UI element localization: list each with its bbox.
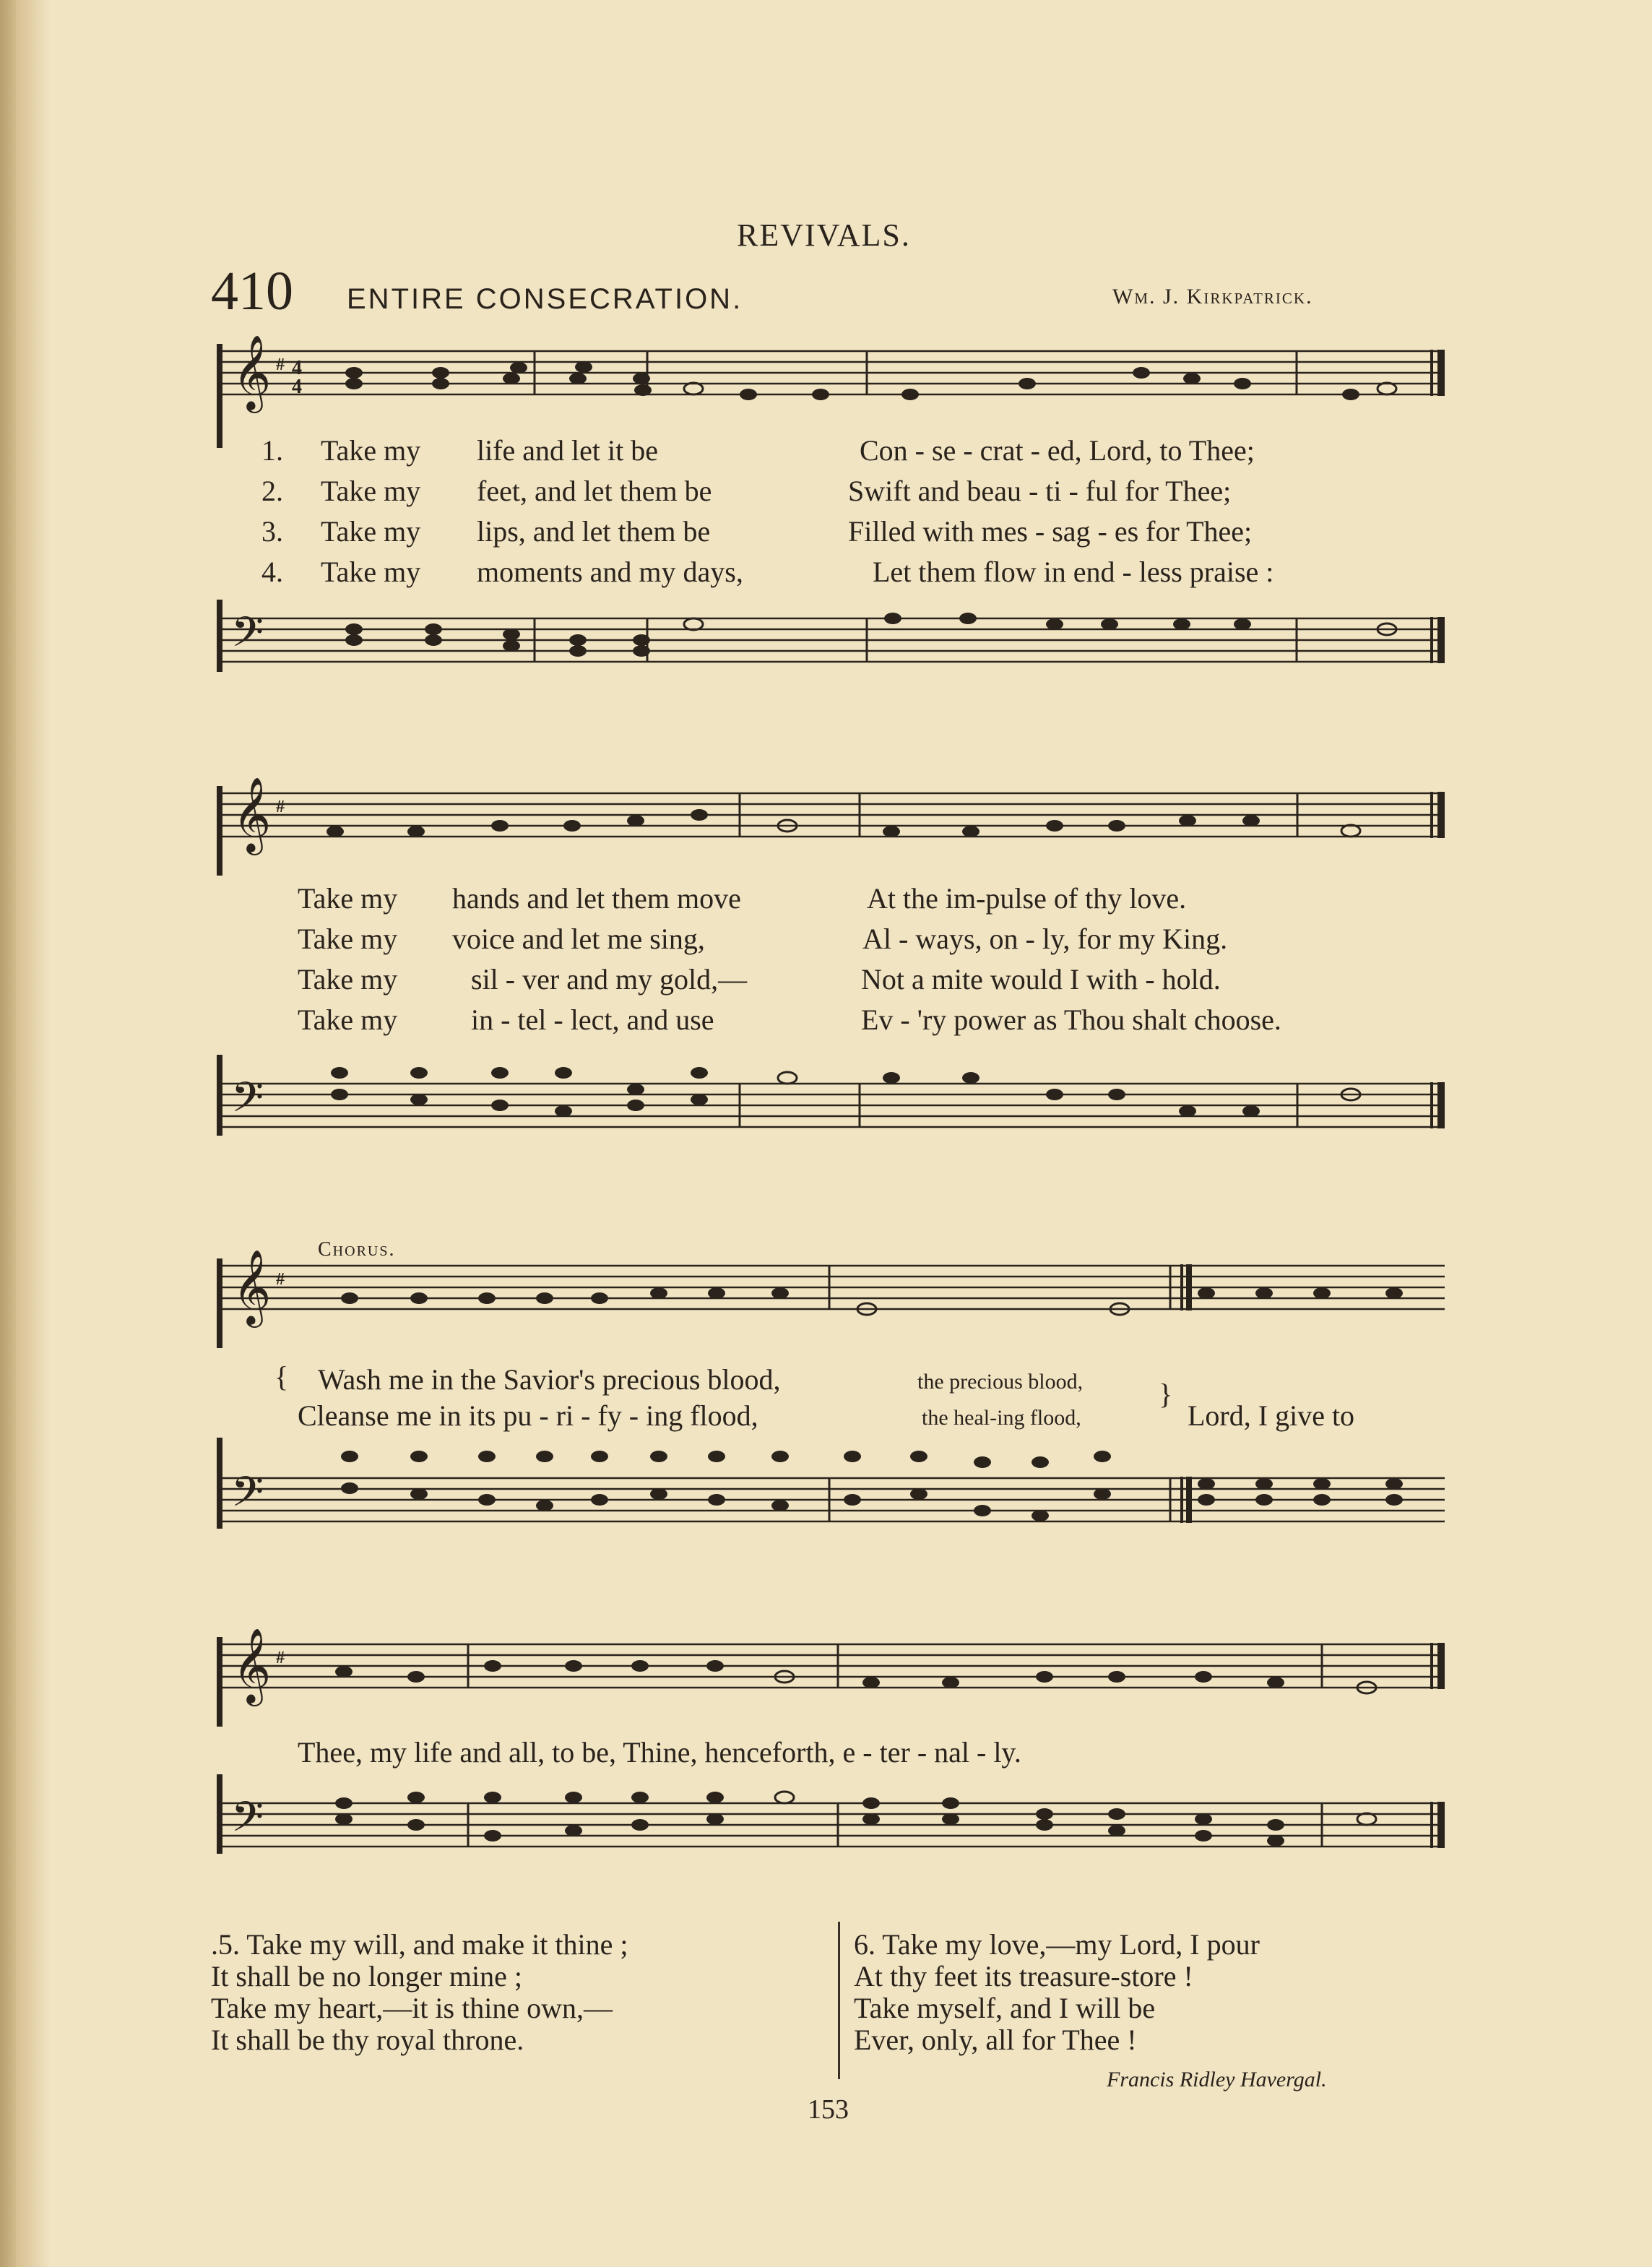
verse6-line: At thy feet its treasure-store !: [854, 1960, 1193, 1992]
lyricist-credit: Francis Ridley Havergal.: [1107, 2068, 1327, 2091]
verse3-lyric-b: lips, and let them be: [477, 515, 711, 548]
verse-divider: [838, 1922, 840, 2079]
v3-line2-c: Not a mite would I with - hold.: [861, 963, 1221, 996]
chorus-line1: Wash me in the Savior's precious blood,: [318, 1363, 781, 1396]
verse-6: [854, 1929, 1260, 2056]
v4-line2-c: Ev - 'ry power as Thou shalt choose.: [861, 1003, 1281, 1036]
hymn-title: ENTIRE CONSECRATION.: [347, 283, 743, 315]
svg-text:#: #: [276, 1270, 285, 1289]
chorus-line2-echo: the heal-ing flood,: [922, 1406, 1081, 1430]
verse4-lyric-c: Let them flow in end - less praise :: [873, 556, 1274, 588]
verse2-lyric-a: Take my: [321, 475, 421, 507]
treble-staff-3: [217, 1247, 1452, 1348]
verse2-number: 2.: [261, 475, 283, 507]
verse5-line: It shall be thy royal throne.: [211, 2024, 524, 2056]
svg-text:𝄢: 𝄢: [231, 610, 264, 666]
verse4-number: 4.: [261, 556, 283, 588]
book-spine-edge: [0, 0, 16, 2267]
svg-text:𝄞: 𝄞: [233, 1252, 272, 1324]
v3-line2-b: sil - ver and my gold,—: [471, 963, 748, 996]
chorus-label: Chorus.: [318, 1238, 396, 1261]
hymn-number: 410: [211, 261, 293, 321]
bass-staff-2: [217, 1055, 1452, 1170]
v2-line2-a: Take my: [298, 923, 398, 955]
chorus-line2: Cleanse me in its pu - ri - fy - ing flood,: [298, 1399, 758, 1432]
bass-staff-3: [217, 1438, 1452, 1546]
verse3-lyric-c: Filled with mes - sag - es for Thee;: [848, 515, 1253, 548]
verse2-lyric-b: feet, and let them be: [477, 475, 712, 507]
chorus-brace-right: }: [1159, 1378, 1173, 1410]
verse6-line: 6. Take my love,—my Lord, I pour: [854, 1928, 1260, 1961]
verse5-line: .5. Take my will, and make it thine ;: [211, 1928, 628, 1961]
verse-5: [211, 1929, 628, 2056]
verse2-lyric-c: Swift and beau - ti - ful for Thee;: [848, 475, 1232, 507]
section-title: REVIVALS.: [737, 217, 911, 253]
verse5-line: Take my heart,—it is thine own,—: [211, 1992, 613, 2024]
svg-text:#: #: [276, 355, 285, 374]
svg-text:#: #: [276, 798, 285, 816]
svg-text:𝄢: 𝄢: [231, 1470, 264, 1526]
v2-line2-b: voice and let me sing,: [452, 923, 705, 955]
treble-staff-2: [217, 774, 1452, 876]
verse3-lyric-a: Take my: [321, 515, 421, 548]
verse1-lyric-b: life and let it be: [477, 434, 659, 467]
v1-line2-a: Take my: [298, 882, 398, 915]
chorus-line3: Lord, I give to: [1188, 1399, 1355, 1432]
v1-line2-b: hands and let them move: [452, 882, 741, 915]
verse4-lyric-a: Take my: [321, 556, 421, 588]
v1-line2-c: At the im-pulse of thy love.: [867, 882, 1187, 915]
v2-line2-c: Al - ways, on - ly, for my King.: [862, 923, 1228, 955]
svg-text:𝄢: 𝄢: [231, 1795, 264, 1851]
bass-staff-4: [217, 1774, 1452, 1868]
svg-text:4: 4: [292, 376, 302, 398]
chorus-line1-echo: the precious blood,: [917, 1370, 1084, 1394]
v4-line2-a: Take my: [298, 1003, 398, 1036]
verse1-lyric-c: Con - se - crat - ed, Lord, to Thee;: [860, 434, 1255, 467]
svg-text:#: #: [276, 1649, 285, 1667]
bass-staff-1: [217, 600, 1452, 708]
svg-text:𝄞: 𝄞: [233, 337, 272, 409]
svg-text:𝄞: 𝄞: [233, 780, 272, 851]
treble-staff-4: [217, 1625, 1452, 1727]
page-number: 153: [808, 2094, 849, 2125]
verse5-line: It shall be no longer mine ;: [211, 1960, 523, 1992]
v3-line2-a: Take my: [298, 963, 398, 996]
verse4-lyric-b: moments and my days,: [477, 556, 743, 588]
chorus-brace-left: {: [274, 1360, 289, 1393]
chorus-line4: Thee, my life and all, to be, Thine, henceforth, e - ter - nal - ly.: [298, 1736, 1021, 1769]
v4-line2-b: in - tel - lect, and use: [471, 1003, 714, 1036]
composer-credit: Wm. J. Kirkpatrick.: [1112, 285, 1313, 308]
svg-text:𝄢: 𝄢: [231, 1076, 264, 1131]
treble-staff-1: [217, 332, 1452, 448]
verse3-number: 3.: [261, 515, 283, 548]
svg-text:𝄞: 𝄞: [233, 1631, 272, 1702]
verse6-line: Take myself, and I will be: [854, 1992, 1156, 2024]
verse6-line: Ever, only, all for Thee !: [854, 2024, 1137, 2056]
svg-text:4: 4: [292, 357, 302, 379]
verse1-number: 1.: [261, 434, 283, 467]
verse1-lyric-a: Take my: [321, 434, 421, 467]
